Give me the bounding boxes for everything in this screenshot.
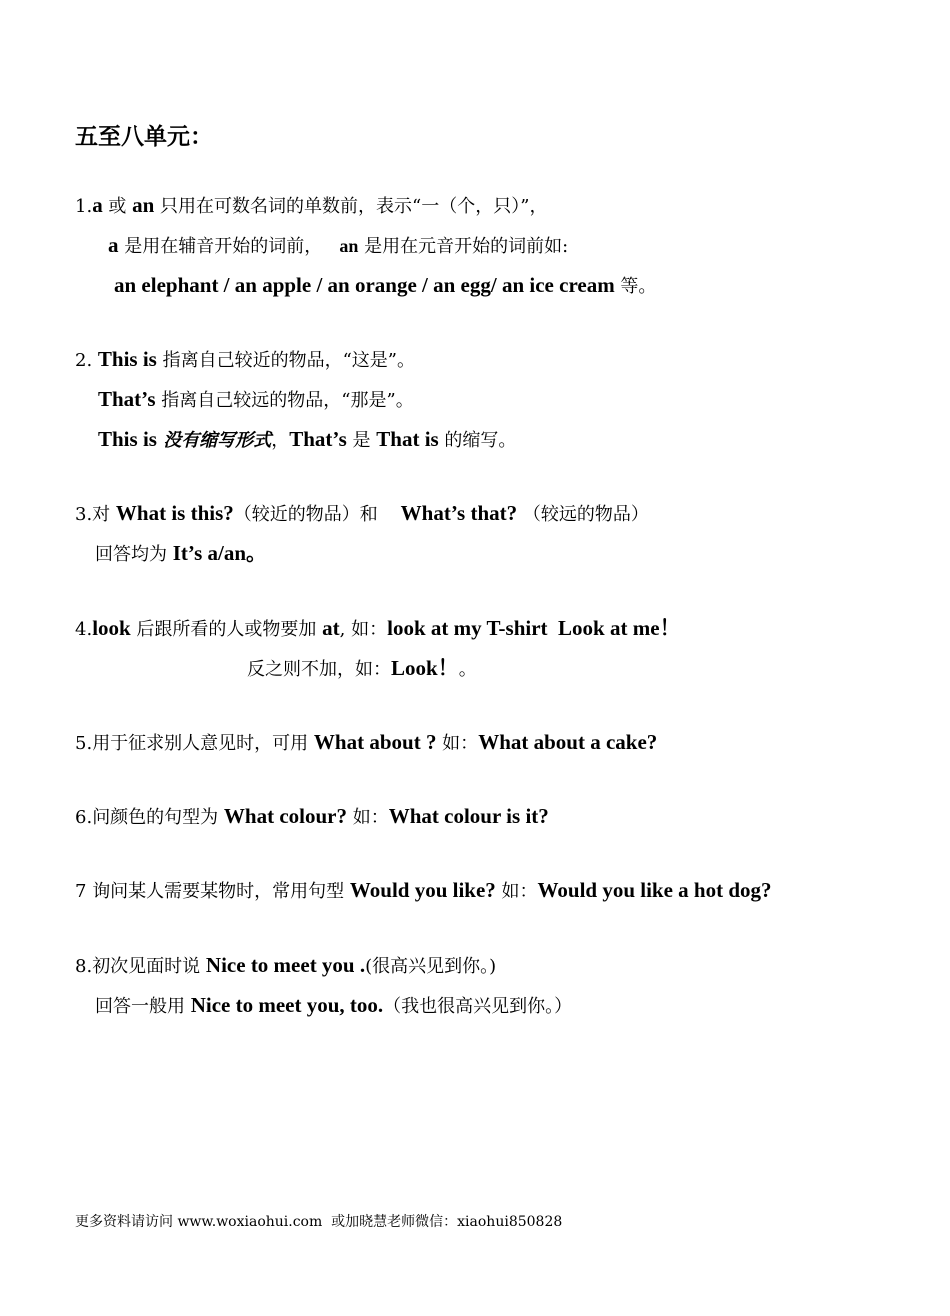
rule-number: 5.: [75, 733, 93, 754]
text: 如：: [347, 807, 389, 828]
text: 或: [102, 196, 133, 217]
rule-number: 6.: [75, 807, 93, 828]
example-sentence: Look！: [391, 656, 459, 680]
rule-3-line-2: [95, 539, 267, 569]
rule-6: [75, 802, 549, 832]
text: 是: [346, 430, 377, 451]
rule-number: 7: [75, 881, 93, 902]
keyword-thats: That’s: [98, 387, 156, 411]
keyword-what-is-this: What is this?: [115, 501, 234, 525]
keyword-nice-to-meet-you: Nice to meet you .: [205, 953, 366, 977]
rule-number: 4.: [75, 619, 93, 640]
footer-note: 更多资料请访问 www.woxiaohui.com 或加晓慧老师微信：xiaohui850828: [75, 1214, 563, 1230]
rule-8-line-1: [75, 951, 496, 981]
text: 只用在可数名词的单数前，表示“一（个，只）”，: [154, 196, 548, 217]
example-sentence: What colour is it?: [388, 804, 549, 828]
keyword-a: a: [108, 233, 119, 257]
text: （较远的物品）: [517, 504, 649, 525]
rule-number: 1.: [75, 196, 93, 217]
example-words: an elephant / an apple / an orange / an egg/ an ice cream: [114, 273, 615, 297]
rule-number: 8.: [75, 956, 93, 977]
rule-number: 3.对: [75, 504, 116, 525]
rule-5: [75, 728, 657, 758]
keyword-what-colour: What colour?: [223, 804, 347, 828]
text: 指离自己较近的物品，“这是”。: [156, 350, 415, 371]
keyword-nice-to-meet-you-too: Nice to meet you, too.: [190, 993, 384, 1017]
text: （较近的物品）和: [233, 504, 401, 525]
rule-4-line-2: [247, 654, 477, 684]
rule-2-line-2: [98, 385, 414, 415]
example-sentence: What about a cake?: [478, 730, 658, 754]
text: , 如：: [339, 619, 388, 640]
keyword-this-is: This is: [98, 427, 157, 451]
rule-1-line-3: [114, 271, 656, 301]
text: 反之则不加，如：: [247, 659, 391, 680]
text: 是用在元音开始的词前如:: [358, 236, 569, 257]
keyword-at: at: [322, 616, 340, 640]
text: 如：: [436, 733, 479, 754]
text: （我也很高兴见到你。）: [383, 996, 573, 1017]
example-sentence: look at my T-shirt Look at me！: [387, 616, 681, 640]
rule-number: 2.: [75, 350, 98, 371]
text: 的缩写。: [438, 430, 517, 451]
text: 问颜色的句型为: [92, 807, 224, 828]
keyword-look: look: [92, 616, 131, 640]
text: (很高兴见到你。): [365, 956, 497, 977]
rule-8-line-2: [95, 991, 572, 1021]
text: 回答一般用: [95, 996, 191, 1017]
keyword-this-is: This is: [97, 347, 157, 371]
page-title: 五至八单元：: [75, 124, 213, 150]
keyword-an: an: [132, 193, 155, 217]
emphasis-text: 没有缩写形式: [156, 430, 272, 451]
keyword-its-a-an: It’s a/an。: [172, 541, 268, 565]
text: 。: [458, 659, 477, 680]
text: 初次见面时说: [92, 956, 206, 977]
text: 是用在辅音开始的词前，: [118, 236, 340, 257]
text: ，: [271, 430, 290, 451]
text: 询问某人需要某物时，常用句型: [92, 881, 350, 902]
rule-1-line-2: [108, 231, 568, 261]
text: 如：: [495, 881, 538, 902]
rule-2-line-3: [98, 425, 516, 455]
rule-2-line-1: [75, 345, 415, 375]
keyword-that-is: That is: [376, 427, 439, 451]
rule-3-line-1: [75, 499, 649, 529]
keyword-would-you-like: Would you like?: [349, 878, 496, 902]
text: 后跟所看的人或物要加: [130, 619, 323, 640]
text: 回答均为: [95, 544, 173, 565]
keyword-a: a: [92, 193, 103, 217]
rule-4-line-1: [75, 614, 681, 644]
example-sentence: Would you like a hot dog?: [537, 878, 772, 902]
rule-7: [75, 876, 772, 906]
keyword-an: an: [339, 236, 359, 256]
text: 用于征求别人意见时，可用: [92, 733, 314, 754]
keyword-whats-that: What’s that?: [400, 501, 518, 525]
text: 指离自己较远的物品，“那是”。: [155, 390, 414, 411]
keyword-what-about: What about ?: [313, 730, 437, 754]
keyword-thats: That’s: [289, 427, 347, 451]
rule-1-line-1: [75, 191, 547, 221]
text: 等。: [614, 276, 657, 297]
